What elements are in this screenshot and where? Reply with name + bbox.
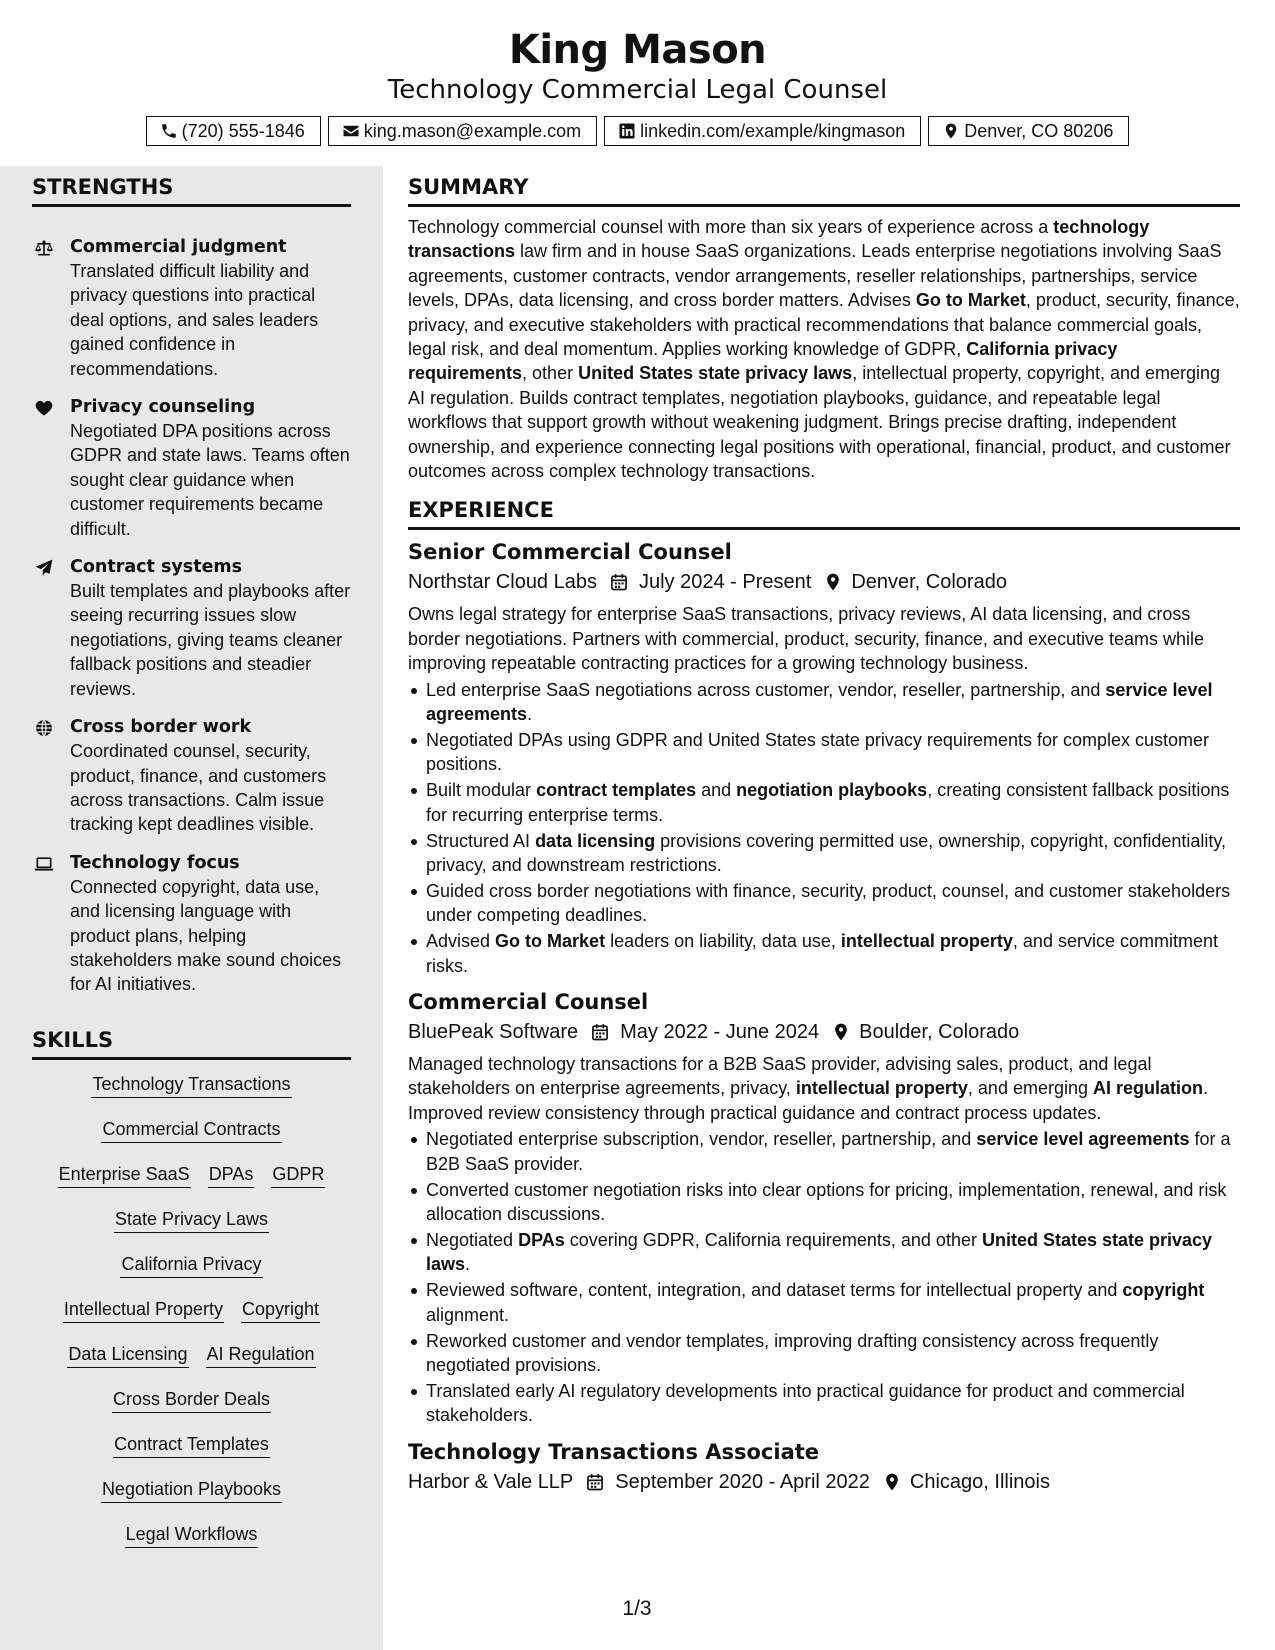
job-meta [408, 1018, 1240, 1046]
skill-tag: California Privacy [120, 1252, 262, 1278]
contact-phone[interactable] [146, 116, 321, 146]
job-dates: July 2024 - Present [638, 571, 812, 594]
skill-tag: Cross Border Deals [112, 1387, 271, 1413]
strengths-heading: STRENGTHS [32, 174, 351, 207]
job-bullet [408, 1379, 1240, 1428]
skill-row [32, 1117, 351, 1162]
text-run: Reworked customer and vendor templates, improving drafting consistency across frequently negotiated provisions. [426, 1330, 1159, 1375]
bold-text: AI regulation [1093, 1078, 1204, 1099]
bold-text: intellectual property [795, 1078, 968, 1099]
strength-title: Contract systems [70, 557, 243, 578]
skill-tag: Contract Templates [113, 1432, 270, 1458]
skill-row [32, 1252, 351, 1297]
strength-desc: Connected copyright, data use, and licensing language with product plans, helping stakeholders make sound choices for AI initiatives. [70, 876, 342, 995]
globe-icon [34, 718, 54, 738]
bold-text: United States state privacy laws [578, 363, 853, 384]
bold-text: California privacy requirements [408, 339, 1118, 384]
job-title: Commercial Counsel [408, 990, 649, 1015]
job-meta [408, 568, 1240, 596]
resume-header [0, 0, 1275, 166]
text-run: Converted customer negotiation risks into clear options for pricing, implementation, renewal, and risk allocation discussions. [426, 1179, 1227, 1224]
strength-title: Privacy counseling [70, 397, 256, 418]
job-bullet [408, 1127, 1240, 1176]
bold-text: data licensing [535, 830, 656, 851]
text-run: leaders on liability, data use, [605, 931, 841, 952]
text-run: Negotiated enterprise subscription, vendor, reseller, partnership, and [426, 1129, 977, 1150]
job-bullet [408, 728, 1240, 777]
text-run: Translated early AI regulatory developments into practical guidance for product and commercial stakeholders. [426, 1380, 1185, 1426]
bold-text: copyright [1122, 1280, 1205, 1301]
strength-item [32, 235, 351, 381]
skill-tag: AI Regulation [206, 1342, 316, 1368]
text-run: , product, security, finance, privacy, and executive stakeholders with practical recommendations that balance commercial goals, legal risk, and deal momentum. Applies working knowledge of GDPR, [408, 290, 1240, 360]
skill-row [32, 1297, 351, 1342]
skills-list [32, 1072, 351, 1567]
page-number: 1/3 [622, 1597, 652, 1620]
text-run: for a B2B SaaS provider. [426, 1129, 1231, 1174]
text-run: Negotiated [426, 1229, 519, 1250]
bold-text: United States state privacy laws [426, 1229, 1213, 1275]
job-entry [408, 538, 1240, 978]
strength-title: Technology focus [70, 852, 240, 873]
skill-tag: Negotiation Playbooks [101, 1477, 282, 1503]
bold-text: Go to Market [495, 931, 606, 952]
laptop-icon [34, 854, 54, 874]
bold-text: DPAs [518, 1229, 565, 1250]
skill-tag: Enterprise SaaS [58, 1162, 191, 1188]
job-bullet [408, 1278, 1240, 1327]
strength-desc: Translated difficult liability and privacy questions into practical deal options, and sales leaders gained confidence in recommendations. [70, 261, 319, 379]
summary-section [408, 174, 1240, 483]
skill-row [32, 1162, 351, 1207]
contact-bar [0, 116, 1275, 146]
text-run: , creating consistent fallback positions for recurring enterprise terms. [426, 780, 1230, 825]
skill-tag: DPAs [208, 1162, 255, 1188]
job-description: Owns legal strategy for enterprise SaaS transactions, privacy reviews, AI data licensing, and cross border negotiations. Partners with commercial, product, security, finance, and executive teams while improving repeatable contracting practices for a growing technology business. [408, 604, 1205, 674]
skill-tag: GDPR [271, 1162, 325, 1188]
candidate-name: King Mason [508, 27, 767, 73]
strengths-section [32, 174, 351, 997]
job-bullet [408, 1228, 1240, 1277]
text-run: , and service commitment risks. [426, 931, 1218, 976]
bold-text: service level agreements [976, 1129, 1190, 1150]
job-location: Denver, Colorado [851, 571, 1007, 594]
skill-row [32, 1522, 351, 1567]
sidebar [0, 166, 383, 1650]
text-run: . [527, 704, 533, 725]
skill-tag: Copyright [241, 1297, 320, 1323]
strength-item [32, 715, 351, 837]
strength-item [32, 851, 351, 997]
job-location: Boulder, Colorado [859, 1021, 1020, 1044]
skill-tag: Intellectual Property [63, 1297, 224, 1323]
text-run: Negotiated DPAs using GDPR and United States state privacy requirements for complex customer positions. [426, 730, 1210, 775]
bold-text: negotiation playbooks [736, 780, 928, 801]
text-run: Advised [426, 931, 496, 952]
text-run: , other [522, 363, 579, 384]
skill-row [32, 1477, 351, 1522]
strength-desc: Coordinated counsel, security, product, finance, and customers across transactions. Calm issue tracking kept deadlines visible. [70, 741, 327, 835]
bold-text: technology transactions [408, 217, 1150, 262]
job-bullet [408, 1329, 1240, 1378]
text-run: , intellectual property, copyright, and emerging AI regulation. Builds contract templates, negotiation playbooks, guidance, and repeatable legal workflows that support growth without weakening judgment. Brings precise drafting, independent ownership, and experience connecting legal positions with operational, financial, product, and customer outcomes across complex technology transactions. [408, 363, 1231, 482]
skill-row [32, 1432, 351, 1477]
experience-heading: EXPERIENCE [408, 497, 1240, 530]
job-company: BluePeak Software [408, 1021, 579, 1044]
job-meta [408, 1468, 1240, 1496]
strength-title: Commercial judgment [70, 237, 287, 257]
text-run: . Improved review consistency through practical guidance and contract process updates. [408, 1078, 1209, 1123]
paper-plane-icon [34, 558, 54, 578]
calendar-icon [585, 1472, 605, 1492]
job-bullet [408, 879, 1240, 928]
skill-tag: State Privacy Laws [114, 1207, 269, 1233]
text-run: and [696, 780, 737, 801]
skill-row [32, 1207, 351, 1252]
strength-item [32, 395, 351, 541]
linkedin-icon [618, 122, 636, 140]
text-run: alignment. [426, 1304, 510, 1325]
contact-linkedin[interactable] [604, 116, 921, 146]
calendar-icon [609, 572, 629, 592]
text-run: , and emerging [967, 1078, 1093, 1099]
contact-location [928, 116, 1129, 146]
map-pin-icon [942, 122, 960, 140]
skills-heading: SKILLS [32, 1027, 351, 1060]
job-description [408, 1052, 1240, 1125]
summary-heading: SUMMARY [408, 174, 1240, 207]
job-company: Harbor & Vale LLP [408, 1470, 574, 1493]
envelope-icon [342, 122, 360, 140]
text-run: Structured AI [426, 830, 536, 851]
text-run: Led enterprise SaaS negotiations across customer, vendor, reseller, partnership, and [426, 679, 1106, 700]
text-run: law firm and in house SaaS organizations. Leads enterprise negotiations involving SaaS agreements, customer contracts, vendor arrangements, reseller relationships, partnerships, service levels, DPAs, data licensing, and cross border matters. Advises [408, 241, 1222, 311]
skill-tag: Commercial Contracts [101, 1117, 281, 1143]
contact-phone-text: (720) 555-1846 [181, 120, 305, 141]
text-run: Technology commercial counsel with more than six years of experience across a [408, 217, 1054, 237]
text-run: covering GDPR, California requirements, and other [564, 1229, 982, 1250]
phone-icon [160, 122, 178, 140]
text-run: provisions covering permitted use, ownership, copyright, confidentiality, privacy, and downstream restrictions. [426, 830, 1227, 876]
job-location: Chicago, Illinois [909, 1470, 1050, 1493]
contact-email[interactable] [328, 116, 597, 146]
contact-location-text: Denver, CO 80206 [964, 120, 1114, 141]
strength-item [32, 555, 351, 701]
job-dates: May 2022 - June 2024 [620, 1021, 820, 1044]
job-bullet [408, 829, 1240, 878]
heart-icon [34, 398, 54, 418]
skill-row [32, 1342, 351, 1387]
job-company: Northstar Cloud Labs [408, 571, 597, 594]
map-pin-icon [823, 572, 843, 592]
strength-desc: Negotiated DPA positions across GDPR and state laws. Teams often sought clear guidance when customer requirements became difficult. [70, 421, 350, 539]
job-bullet [408, 929, 1240, 978]
strength-title: Cross border work [70, 717, 252, 738]
job-entry [408, 988, 1240, 1428]
bold-text: service level agreements [426, 679, 1213, 725]
job-bullet [408, 678, 1240, 727]
job-title: Senior Commercial Counsel [408, 540, 732, 565]
skill-row [32, 1072, 351, 1117]
job-bullet [408, 1178, 1240, 1227]
text-run: . [465, 1254, 471, 1275]
map-pin-icon [831, 1022, 851, 1042]
bold-text: intellectual property [840, 931, 1013, 952]
bold-text: contract templates [536, 780, 697, 801]
calendar-icon [590, 1022, 610, 1042]
map-pin-icon [882, 1472, 902, 1492]
skill-tag: Technology Transactions [91, 1072, 291, 1098]
job-bullets [408, 1127, 1240, 1427]
main-content [408, 166, 1240, 1496]
skill-tag: Data Licensing [67, 1342, 188, 1368]
skill-tag: Legal Workflows [125, 1522, 259, 1548]
text-run: Reviewed software, content, integration, and dataset terms for intellectual property and [426, 1280, 1123, 1301]
contact-email-text: king.mason@example.com [363, 120, 582, 141]
text-run: Managed technology transactions for a B2B SaaS provider, advising sales, product, and legal stakeholders on enterprise agreements, privacy, [408, 1054, 1152, 1099]
text-run: Guided cross border negotiations with finance, security, product, counsel, and customer stakeholders under competing deadlines. [426, 880, 1231, 926]
job-bullet [408, 778, 1240, 827]
bold-text: Go to Market [915, 290, 1026, 311]
candidate-title: Technology Commercial Legal Counsel [387, 75, 888, 105]
experience-section [408, 497, 1240, 1495]
skill-row [32, 1387, 351, 1432]
job-bullets [408, 678, 1240, 978]
strength-desc: Built templates and playbooks after seeing recurring issues slow negotiations, giving teams cleaner fallback positions and steadier reviews. [70, 581, 351, 699]
summary-text [408, 215, 1240, 483]
job-entry [408, 1438, 1240, 1496]
scale-icon [34, 238, 54, 258]
skills-section [32, 1027, 351, 1567]
text-run: Built modular [426, 780, 537, 801]
job-title: Technology Transactions Associate [408, 1439, 820, 1464]
contact-linkedin-text: linkedin.com/example/kingmason [640, 120, 906, 141]
job-dates: September 2020 - April 2022 [615, 1470, 870, 1493]
